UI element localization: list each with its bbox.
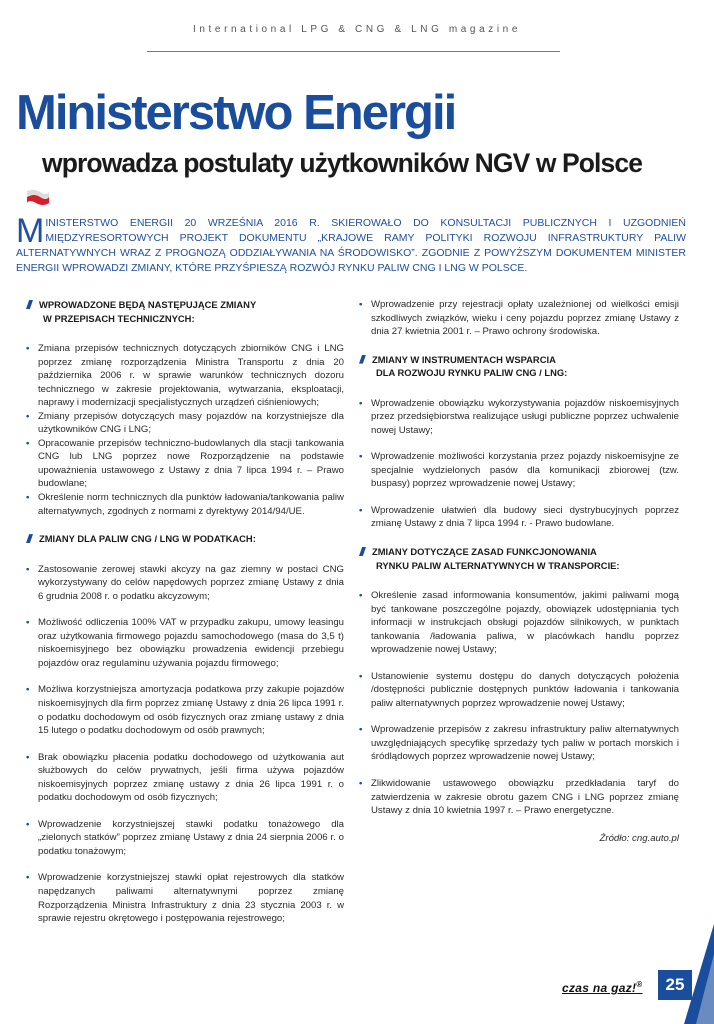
source-credit: Źródło: cng.auto.pl <box>599 832 679 844</box>
list-item-text: Wprowadzenie możliwości korzystania przez pojazdy niskoemisyjne ze specjalnie wydzielonych pasów dla komunikacji zbiorowej (tzw. buspasy) poprzez wprowadzenie nowej Ustawy; <box>371 451 679 490</box>
bullet-icon: • <box>26 684 30 696</box>
list-item-text: Brak obowiązku płacenia podatku dochodowego od użytkowania aut służbowych do celów prywatnych, jeśli firma używa pojazdów niskoemisyjnych poprzez zmianę ustawy z dnia 26 lipca 1991 r. o podatku dochodowym od osób fizycznych; <box>38 751 344 804</box>
section-heading-market-rules <box>359 545 679 572</box>
section-marker-icon <box>359 547 366 556</box>
list-item-text: Wprowadzenie przy rejestracji opłaty uzależnionej od wielkości emisji szkodliwych związków, wieku i ceny pojazdu poprzez zmianę Ustawy z dnia 27 kwietnia 2001 r. – Prawo ochrony środowiska. <box>371 299 679 338</box>
list-item-text: Wprowadzenie korzystniejszej stawki podatku tonażowego dla „zielonych statków” poprzez zmianę Ustawy z dnia 24 sierpnia 2006 r. o podatku tonażowym; <box>38 818 344 857</box>
bullet-icon: • <box>359 504 363 516</box>
lead-text: INISTERSTWO ENERGII 20 WRZEŚNIA 2016 R. SKIEROWAŁO DO KONSULTACJI PUBLICZNYCH I UZGODNIEŃ MIĘDZYRESORTOWYCH PROJEKT DOKUMENTU „KRAJOWE RAMY POLITYKI ROZWOJU INFRASTRUKTURY PALIW ALTERNATYWNYCH WRAZ Z PROGNOZĄ ODDZIAŁYWANIA NA ŚRODOWISKO”. ZGODNIE Z POWYŻSZYM DOKUMENTEM MINISTER ENERGII WPROWADZI ZMIANY, KTÓRE PRZYŚPIESZĄ ROZWÓJ RYNKU PALIW CNG I LNG W POLSCE. <box>16 217 686 274</box>
list-item <box>26 563 344 604</box>
section-heading-support <box>359 353 679 380</box>
bullet-icon: • <box>26 437 30 449</box>
list-item-text: Możliwość odliczenia 100% VAT w przypadku zakupu, umowy leasingu oraz użytkowania firmowego pojazdu samochodowego (masa do 3,5 t) niskoemisyjnego bez obowiązku prowadzenia ewidencji przebiegu pojazdów oraz regulaminu używania pojazdu firmowego; <box>38 617 344 669</box>
list-item-text: Możliwa korzystniejsza amortyzacja podatkowa przy zakupie pojazdów niskoemisyjnych dla firm poprzez zmianę Ustawy z dnia 26 lipca 1991 r. o podatku dochodowym od osób fizycznych oraz zmianę ustawy z dnia 15 lutego o podatku dochodowym od osób prawnych; <box>38 684 344 737</box>
list-item-text: Wprowadzenie przepisów z zakresu infrastruktury paliw alternatywnych uwzględniających specyfikę sprzedaży tych paliw w portach morskich i śródlądowych poprzez wprowadzenie nowej Ustawy; <box>371 724 679 763</box>
section-heading-line: ZMIANY DOTYCZĄCE ZASAD FUNKCJONOWANIA <box>372 546 597 558</box>
bullet-icon: • <box>359 299 363 310</box>
page-number: 25 <box>658 970 692 1000</box>
corner-accent-icon <box>684 924 714 1024</box>
list-item <box>26 751 344 805</box>
list-item <box>26 410 344 437</box>
section-heading-line: WPROWADZONE BĘDĄ NASTĘPUJĄCE ZMIANY <box>39 299 257 310</box>
list-item <box>359 723 679 764</box>
list-item <box>26 683 344 737</box>
list-item-text: Wprowadzenie obowiązku wykorzystywania pojazdów niskoemisyjnych przez przedsiębiorstwa realizujące usługi publiczne poprzez uchwalenie nowej Ustawy; <box>371 397 679 436</box>
bullet-icon: • <box>26 872 30 884</box>
list-item-text: Zmiana przepisów technicznych dotyczących zbiorników CNG i LNG poprzez zmianę rozporządzenia Ministra Transportu z dnia 20 października 2006 r. w sprawie warunków technicznych dozoru technicznego w zakresie projektowania, wytwarzania, eksploatacji, naprawy i modernizacji specjalistycznych urządzeń ciśnieniowych; <box>38 343 344 409</box>
bullet-icon: • <box>26 751 30 763</box>
support-changes-list <box>359 397 679 531</box>
section-marker-icon <box>359 355 366 364</box>
bullet-icon: • <box>26 617 30 629</box>
lead-dropcap: M <box>16 212 45 250</box>
list-item-text: Zlikwidowanie ustawowego obowiązku przedkładania taryf do zatwierdzenia w zakresie obrotu gazem CNG i LNG poprzez zmianę Ustawy z dnia 10 kwietnia 1997 r. – Prawo energetyczne. <box>371 778 679 817</box>
list-item-text: Ustanowienie systemu dostępu do danych dotyczących położenia /dostępności publicznie dostępnych punktów ładowania i tankowania paliw alternatywnych poprzez wprowadzenie nowej Ustawy; <box>371 670 679 709</box>
bullet-icon: • <box>26 492 30 504</box>
list-item-text: Zastosowanie zerowej stawki akcyzy na gaz ziemny w postaci CNG wykorzystywany do celów napędowych poprzez zmianę Ustawy z dnia 6 grudnia 2008 r. o podatku akcyzowym; <box>38 563 344 602</box>
bullet-icon: • <box>359 778 363 790</box>
market-rules-list <box>359 589 679 818</box>
section-heading-taxes <box>26 532 344 546</box>
list-item <box>26 616 344 670</box>
bullet-icon: • <box>26 343 30 354</box>
list-item <box>26 437 344 491</box>
bullet-icon: • <box>26 410 30 422</box>
section-heading-line: DLA ROZWOJU RYNKU PALIW CNG / LNG: <box>376 367 568 379</box>
registered-mark: ® <box>636 980 643 989</box>
list-item <box>26 342 344 410</box>
list-item-text: Określenie norm technicznych dla punktów ładowania/tankowania paliw alternatywnych, zgodnych z normami z dyrektywy 2014/94/UE. <box>38 492 344 517</box>
section-marker-icon <box>26 300 33 309</box>
bullet-icon: • <box>359 724 363 736</box>
section-heading-line: RYNKU PALIW ALTERNATYWNYCH W TRANSPORCIE: <box>376 559 620 571</box>
article-title: Ministerstwo Energii <box>16 86 456 140</box>
header-rule <box>147 51 560 52</box>
article-lead <box>16 212 686 276</box>
list-item <box>359 397 679 438</box>
section-heading-line: ZMIANY DLA PALIW CNG / LNG W PODATKACH: <box>39 533 256 545</box>
bullet-icon: • <box>359 590 363 602</box>
list-item <box>359 450 679 491</box>
bullet-icon: • <box>359 397 363 409</box>
bullet-icon: • <box>26 818 30 830</box>
list-item <box>26 871 344 925</box>
registration-fee-list <box>359 298 679 339</box>
list-item <box>359 777 679 818</box>
list-item-text: Określenie zasad informowania konsumentów, jakimi paliwami mogą być tankowane poszczególne pojazdy, obowiązek udostępniania tych informacji w instrukcjach obsługi pojazdów silnikowych, w punktach tankowania /ładowania paliwa, w placówkach handlu poprzez wprowadzenie nowej Ustawy; <box>371 590 679 656</box>
technical-changes-list <box>26 342 344 518</box>
list-item-text: Wprowadzenie korzystniejszej stawki opłat rejestrowych dla statków napędzanych paliwami alternatywnymi poprzez zmianę Rozporządzenia Ministra Infrastruktury z dnia 23 stycznia 2003 r. w sprawie rejestru okrętowego i postępowania rejestrowego; <box>38 872 344 925</box>
magazine-logo <box>562 980 643 995</box>
tax-changes-list <box>26 563 344 926</box>
left-column <box>26 298 344 940</box>
bullet-icon: • <box>359 451 363 463</box>
bullet-icon: • <box>359 670 363 682</box>
list-item-text: Opracowanie przepisów techniczno-budowlanych dla stacji tankowania CNG lub LNG poprzez nowe Rozporządzenie na podstawie upoważnienia ustawowego z Ustawy z dnia 7 lipca 1994 r. – Prawo budowlane; <box>38 437 344 490</box>
bullet-icon: • <box>26 563 30 575</box>
polish-flag-icon <box>26 188 50 206</box>
list-item <box>26 818 344 859</box>
list-item <box>359 670 679 711</box>
section-marker-icon <box>26 534 33 543</box>
list-item <box>359 589 679 657</box>
list-item <box>359 504 679 531</box>
list-item-text: Wprowadzenie ułatwień dla budowy sieci dystrybucyjnych poprzez zmianę Ustawy z dnia 7 lipca 1994 r. - Prawo budowlane. <box>371 504 679 530</box>
section-heading-line: ZMIANY W INSTRUMENTACH WSPARCIA <box>372 353 556 365</box>
section-heading-line: W PRZEPISACH TECHNICZNYCH: <box>43 312 195 324</box>
magazine-header: International LPG & CNG & LNG magazine <box>192 24 521 35</box>
section-heading-technical <box>26 298 344 325</box>
list-item <box>26 491 344 518</box>
list-item <box>359 298 679 339</box>
logo-text: czas na gaz! <box>562 981 637 995</box>
article-subtitle: wprowadza postulaty użytkowników NGV w Polsce <box>42 148 643 178</box>
right-column <box>359 298 679 845</box>
list-item-text: Zmiany przepisów dotyczących masy pojazdów na korzystniejsze dla użytkowników CNG i LNG; <box>38 410 344 436</box>
